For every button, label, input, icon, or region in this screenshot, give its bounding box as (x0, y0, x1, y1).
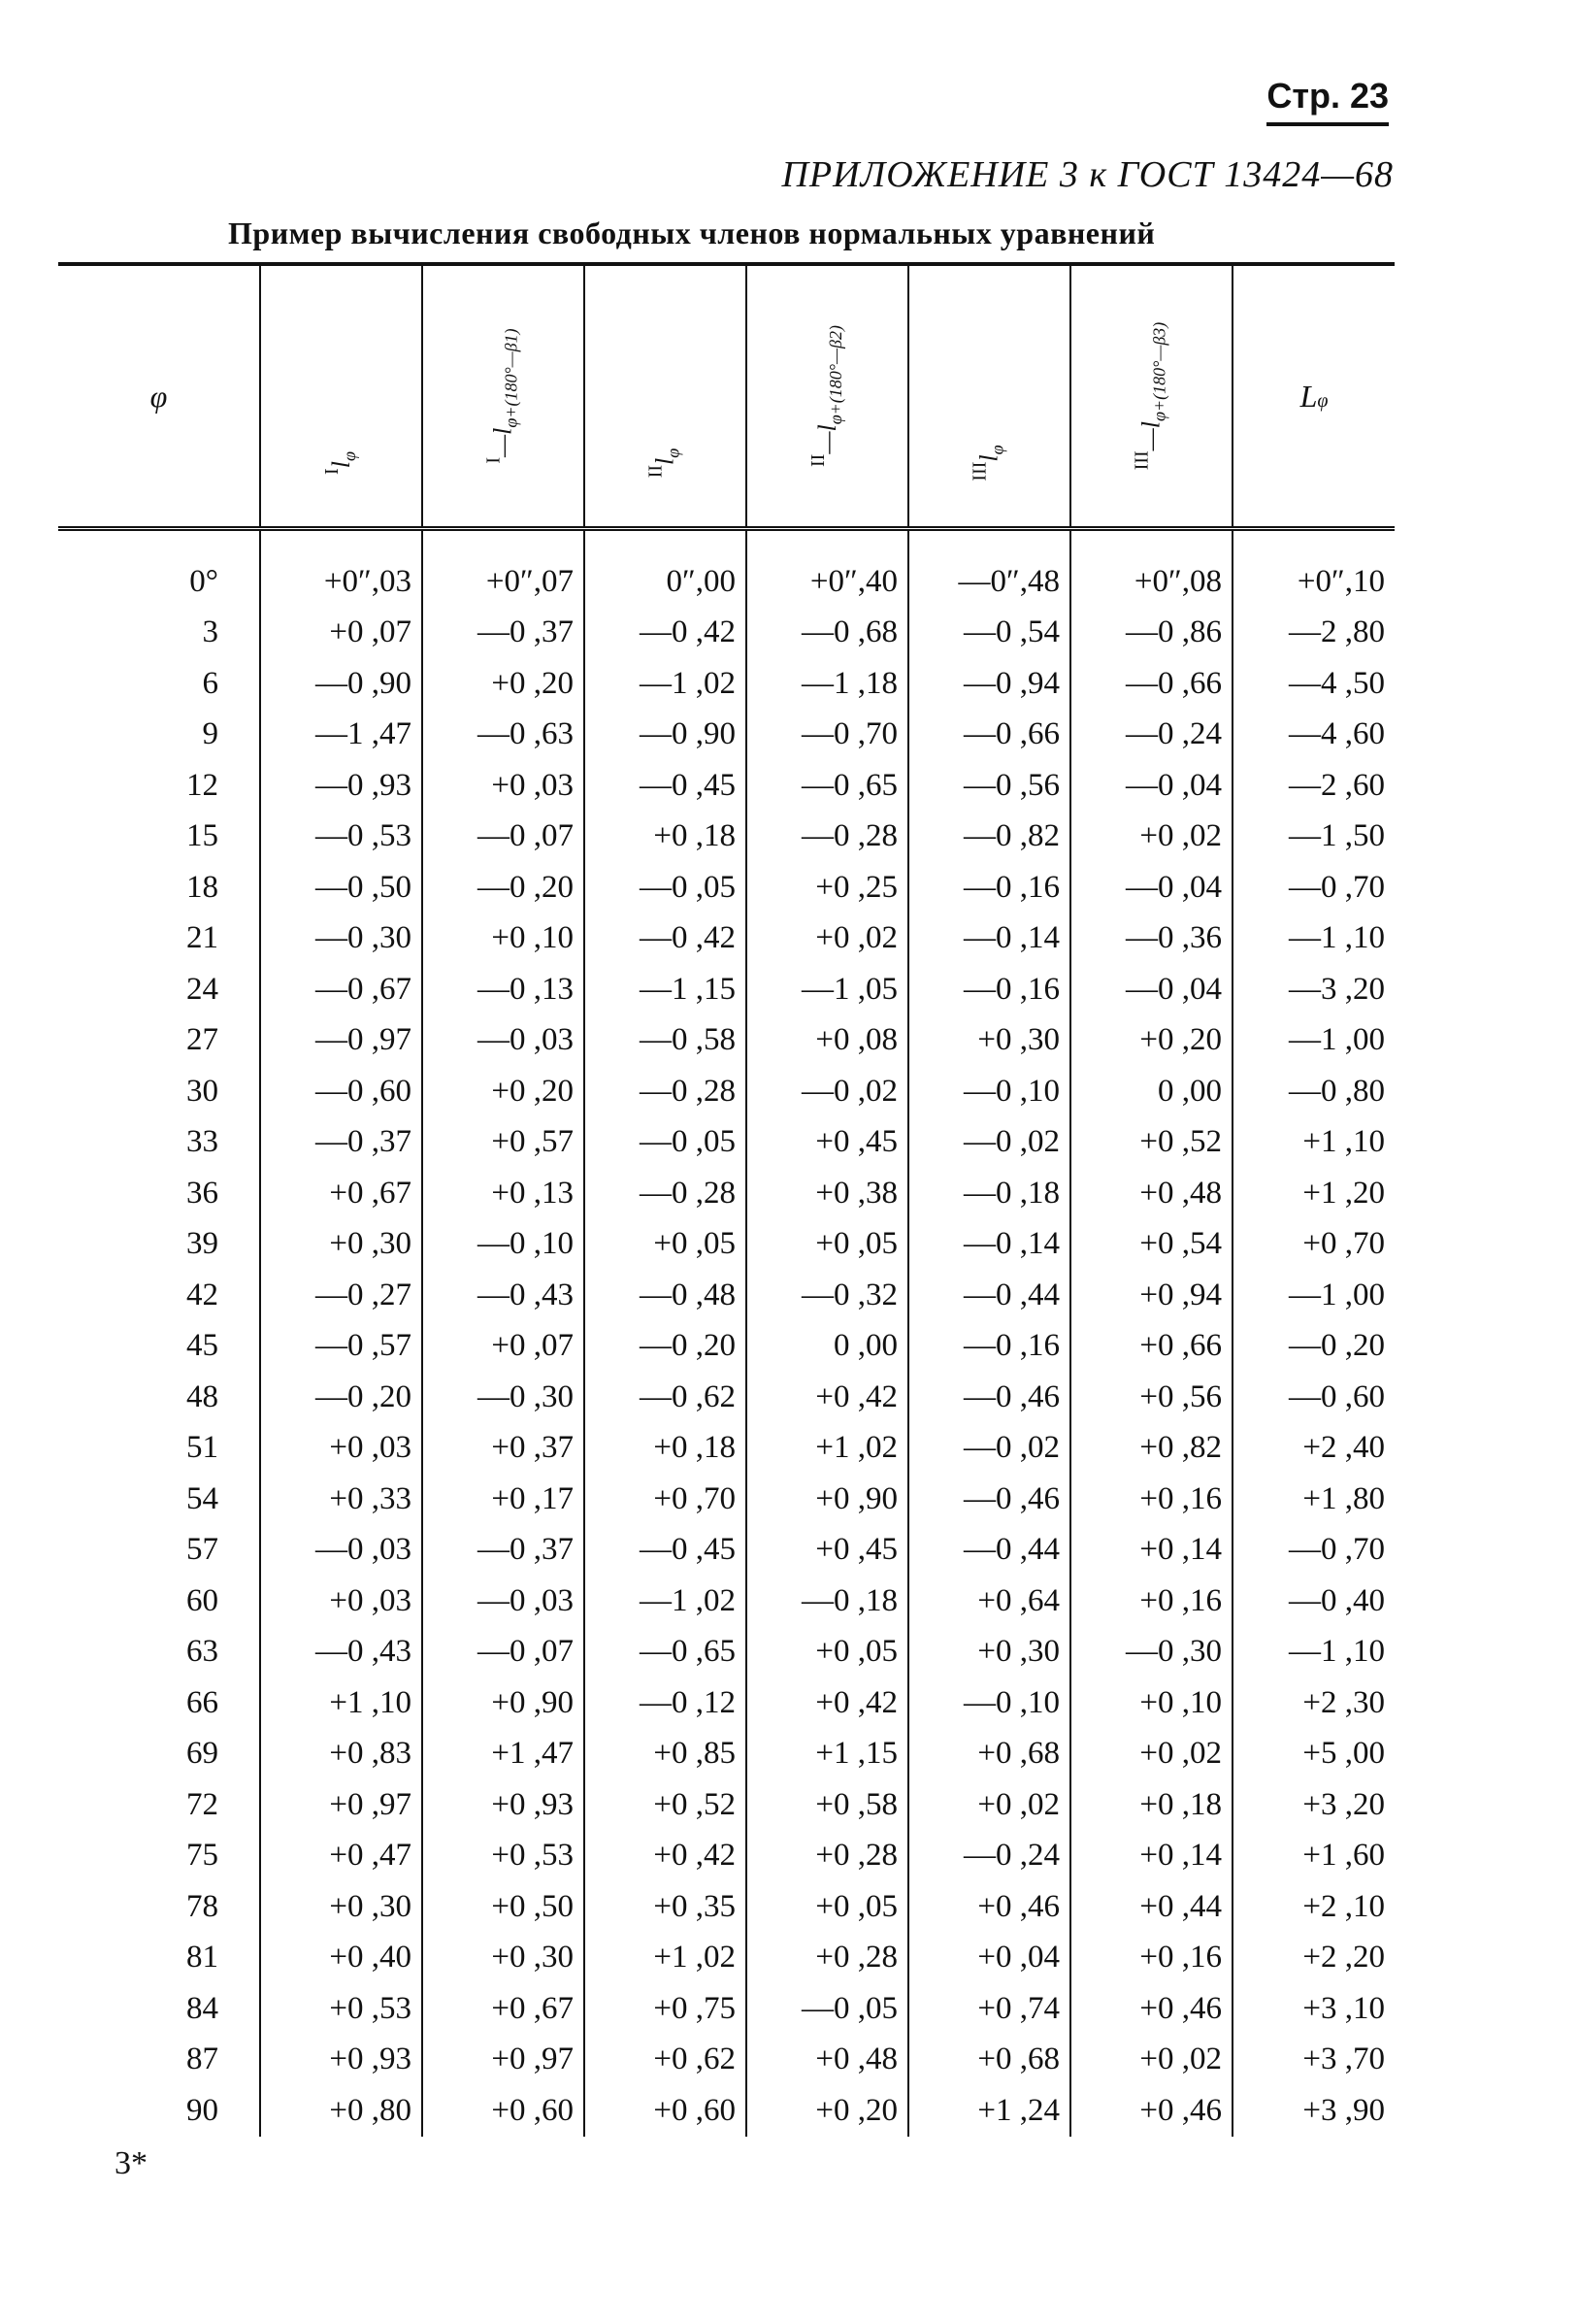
table-cell-value: —0 ,65 (584, 1627, 746, 1678)
table-cell-value: —0 ,60 (1233, 1372, 1395, 1423)
table-cell-value: +0 ,20 (1070, 1015, 1233, 1067)
table-cell-value: +0″,10 (1233, 529, 1395, 608)
table-cell-value: —0 ,02 (908, 1117, 1070, 1169)
table-row (58, 1372, 1395, 1423)
table-cell-value: +0 ,28 (746, 1933, 908, 1984)
table-cell-value: —0 ,10 (908, 1677, 1070, 1729)
table-row (58, 913, 1395, 965)
table-cell-phi: 63 (186, 1634, 218, 1670)
table-cell-value: +0 ,57 (422, 1117, 584, 1169)
table-row (58, 1983, 1395, 2035)
table-cell-value: +0 ,30 (422, 1933, 584, 1984)
table-cell-value: —0 ,04 (1070, 862, 1233, 913)
table-cell-value: +0 ,85 (584, 1729, 746, 1780)
table-cell-phi: 66 (186, 1684, 218, 1720)
table-cell-value: —0 ,02 (908, 1423, 1070, 1475)
table-cell-value: —0 ,04 (1070, 964, 1233, 1015)
table-row (58, 1219, 1395, 1271)
table-cell-value: +3 ,20 (1233, 1779, 1395, 1831)
table-cell-value: +3 ,90 (1233, 2085, 1395, 2137)
table-cell-value: +0 ,97 (422, 2035, 584, 2086)
table-cell-value: +0 ,53 (422, 1831, 584, 1882)
table-cell-value: —0 ,20 (1233, 1321, 1395, 1373)
table-cell-phi: 24 (186, 971, 218, 1007)
column-header-l2: $^{II}l_\varphi$ (584, 266, 746, 529)
table-cell-value: —0 ,93 (260, 760, 422, 812)
table-row (58, 710, 1395, 761)
table-cell-value: —0 ,67 (260, 964, 422, 1015)
table-cell-value: —0 ,66 (908, 710, 1070, 761)
table-cell-value: —1 ,18 (746, 658, 908, 710)
table-cell-value: —0 ,28 (584, 1168, 746, 1219)
table-cell-value: —0 ,28 (746, 812, 908, 863)
table-cell-value: —0 ,44 (908, 1525, 1070, 1577)
table-cell-phi: 87 (186, 2042, 218, 2077)
table-cell-value: +0 ,58 (746, 1779, 908, 1831)
table-cell-value: —1 ,02 (584, 658, 746, 710)
table-row (58, 1270, 1395, 1321)
table-cell-value: —0 ,42 (584, 608, 746, 659)
table-cell-value: —0 ,02 (746, 1066, 908, 1117)
table-cell-value: +0 ,18 (584, 1423, 746, 1475)
table-cell-value: +0 ,20 (422, 658, 584, 710)
table-cell-value: —0 ,24 (1070, 710, 1233, 761)
table-cell-value: +0 ,18 (1070, 1779, 1233, 1831)
table-row (58, 1831, 1395, 1882)
table-cell-value: —0 ,20 (584, 1321, 746, 1373)
table-cell-value: —0 ,18 (908, 1168, 1070, 1219)
column-header-l3-reverse: $^{III}—l_{\varphi+(180^\circ—\beta 3)}$ (1070, 266, 1233, 529)
table-cell-value: —2 ,60 (1233, 760, 1395, 812)
table-cell-value: —0 ,45 (584, 1525, 746, 1577)
table-row (58, 862, 1395, 913)
table-cell-value: +0 ,80 (260, 2085, 422, 2137)
table-cell-value: —4 ,50 (1233, 658, 1395, 710)
table-cell-value: —0 ,28 (584, 1066, 746, 1117)
table-cell-value: +2 ,30 (1233, 1677, 1395, 1729)
table-cell-value: —0 ,40 (1233, 1576, 1395, 1627)
table-row (58, 1321, 1395, 1373)
table-cell-value: —0 ,90 (260, 658, 422, 710)
table-cell-value: —0 ,37 (422, 608, 584, 659)
table-cell-value: —0 ,43 (260, 1627, 422, 1678)
table-row (58, 1576, 1395, 1627)
table-cell-value: +0 ,74 (908, 1983, 1070, 2035)
table-cell-value: +0 ,30 (260, 1881, 422, 1933)
table-cell-value: +0 ,10 (1070, 1677, 1233, 1729)
table-cell-phi: 33 (186, 1124, 218, 1160)
table-cell-value: +0 ,05 (746, 1881, 908, 1933)
table-cell-value: —0 ,32 (746, 1270, 908, 1321)
table-cell-value: +0″,40 (746, 529, 908, 608)
table-cell-value: +0 ,03 (422, 760, 584, 812)
table-cell-value: +0 ,64 (908, 1576, 1070, 1627)
table-cell-value: +0″,07 (422, 529, 584, 608)
table-cell-value: +0 ,67 (260, 1168, 422, 1219)
table-cell-phi: 75 (186, 1838, 218, 1874)
table-cell-value: +0 ,93 (260, 2035, 422, 2086)
table-body (58, 529, 1395, 2137)
table-cell-phi: 90 (186, 2092, 218, 2128)
table-cell-value: —1 ,00 (1233, 1270, 1395, 1321)
table-cell-phi: 30 (186, 1073, 218, 1109)
table-cell-value: —0 ,07 (422, 1627, 584, 1678)
column-header-l3: $^{III}l_\varphi$ (908, 266, 1070, 529)
table-cell-value: —0 ,05 (584, 1117, 746, 1169)
table-row (58, 1474, 1395, 1525)
table-cell-value: +0 ,30 (260, 1219, 422, 1271)
table-cell-phi: 27 (186, 1022, 218, 1058)
table-row (58, 1881, 1395, 1933)
table-cell-phi: 48 (186, 1378, 218, 1414)
table-cell-value: +0 ,02 (746, 913, 908, 965)
table-cell-value: +2 ,20 (1233, 1933, 1395, 1984)
table-row (58, 1066, 1395, 1117)
table-row (58, 1423, 1395, 1475)
table-cell-value: —0 ,46 (908, 1372, 1070, 1423)
table-cell-value: —0 ,05 (584, 862, 746, 913)
table-cell-phi: 78 (186, 1888, 218, 1924)
table-cell-value: +0 ,82 (1070, 1423, 1233, 1475)
table-row (58, 1933, 1395, 1984)
table-cell-value: —0 ,30 (260, 913, 422, 965)
signature-mark: 3* (115, 2145, 148, 2181)
table-cell-phi: 42 (186, 1277, 218, 1312)
table-cell-value: +0 ,46 (908, 1881, 1070, 1933)
table-cell-value: +3 ,70 (1233, 2035, 1395, 2086)
table-cell-value: 0″,00 (584, 529, 746, 608)
table-cell-value: +0 ,05 (746, 1627, 908, 1678)
table-cell-value: +0 ,90 (422, 1677, 584, 1729)
table-cell-value: +0 ,94 (1070, 1270, 1233, 1321)
table-cell-value: +0 ,48 (1070, 1168, 1233, 1219)
table-cell-value: —0 ,60 (260, 1066, 422, 1117)
table-cell-value: +0 ,42 (584, 1831, 746, 1882)
table-cell-value: +0 ,50 (422, 1881, 584, 1933)
table-cell-value: +0 ,70 (584, 1474, 746, 1525)
table-cell-value: +0 ,28 (746, 1831, 908, 1882)
roman-numeral: I (320, 468, 343, 475)
data-table-container (58, 262, 1395, 2137)
table-cell-value: +0 ,07 (422, 1321, 584, 1373)
table-cell-value: +0 ,13 (422, 1168, 584, 1219)
table-cell-value: +0 ,02 (1070, 1729, 1233, 1780)
table-cell-value: +1 ,02 (584, 1933, 746, 1984)
table-cell-value: —0 ,56 (908, 760, 1070, 812)
table-cell-value: +0 ,03 (260, 1423, 422, 1475)
table-cell-value: —0 ,45 (584, 760, 746, 812)
table-cell-value: —0 ,27 (260, 1270, 422, 1321)
data-table (58, 266, 1395, 2137)
table-cell-value: +1 ,47 (422, 1729, 584, 1780)
table-cell-value: —0 ,04 (1070, 760, 1233, 812)
table-cell-value: —0 ,70 (1233, 862, 1395, 913)
table-cell-value: +0 ,56 (1070, 1372, 1233, 1423)
table-cell-value: +0 ,14 (1070, 1831, 1233, 1882)
table-cell-value: +0 ,25 (746, 862, 908, 913)
table-cell-value: —0 ,13 (422, 964, 584, 1015)
table-cell-value: +0 ,02 (908, 1779, 1070, 1831)
table-row (58, 1677, 1395, 1729)
table-cell-value: —2 ,80 (1233, 608, 1395, 659)
table-cell-value: +0 ,16 (1070, 1474, 1233, 1525)
table-cell-value: +0 ,20 (746, 2085, 908, 2137)
table-cell-value: +0″,03 (260, 529, 422, 608)
table-cell-phi: 45 (186, 1328, 218, 1364)
table-cell-value: +0 ,90 (746, 1474, 908, 1525)
table-cell-value: —1 ,50 (1233, 812, 1395, 863)
table-cell-value: +0 ,07 (260, 608, 422, 659)
table-cell-value: —0 ,86 (1070, 608, 1233, 659)
table-cell-value: +0 ,45 (746, 1117, 908, 1169)
table-cell-value: 0 ,00 (1070, 1066, 1233, 1117)
table-cell-value: +0 ,48 (746, 2035, 908, 2086)
table-cell-value: —0 ,20 (260, 1372, 422, 1423)
table-cell-value: —0 ,63 (422, 710, 584, 761)
table-cell-value: +0 ,17 (422, 1474, 584, 1525)
table-row (58, 1015, 1395, 1067)
column-header-L: Lφ (1233, 266, 1395, 529)
table-row (58, 812, 1395, 863)
table-cell-value: +0 ,16 (1070, 1576, 1233, 1627)
table-cell-value: —0″,48 (908, 529, 1070, 608)
table-cell-phi: 51 (186, 1430, 218, 1466)
table-cell-value: —4 ,60 (1233, 710, 1395, 761)
table-cell-value: +1 ,10 (1233, 1117, 1395, 1169)
table-cell-value: +1 ,20 (1233, 1168, 1395, 1219)
table-cell-value: +0 ,75 (584, 1983, 746, 2035)
table-row (58, 658, 1395, 710)
table-cell-value: —0 ,37 (422, 1525, 584, 1577)
table-cell-value: —1 ,00 (1233, 1015, 1395, 1067)
table-cell-value: —0 ,43 (422, 1270, 584, 1321)
page-number: Стр. 23 (1266, 76, 1389, 116)
table-cell-phi: 81 (186, 1940, 218, 1975)
table-cell-value: +5 ,00 (1233, 1729, 1395, 1780)
table-cell-value: —0 ,07 (422, 812, 584, 863)
table-cell-value: —0 ,10 (908, 1066, 1070, 1117)
table-cell-value: —0 ,90 (584, 710, 746, 761)
table-cell-value: +0 ,46 (1070, 1983, 1233, 2035)
table-cell-value: +0 ,52 (1070, 1117, 1233, 1169)
table-cell-value: +0 ,33 (260, 1474, 422, 1525)
table-cell-value: —0 ,46 (908, 1474, 1070, 1525)
table-row (58, 1627, 1395, 1678)
table-cell-value: +0 ,10 (422, 913, 584, 965)
table-cell-value: +0 ,83 (260, 1729, 422, 1780)
table-cell-value: +0 ,37 (422, 1423, 584, 1475)
table-cell-value: +2 ,40 (1233, 1423, 1395, 1475)
table-cell-value: —3 ,20 (1233, 964, 1395, 1015)
table-cell-value: —0 ,48 (584, 1270, 746, 1321)
table-cell-value: —0 ,97 (260, 1015, 422, 1067)
table-cell-value: +0 ,05 (584, 1219, 746, 1271)
table-cell-value: +0 ,47 (260, 1831, 422, 1882)
column-header-l2-reverse: $^{II}—l_{\varphi+(180^\circ—\beta 2)}$ (746, 266, 908, 529)
table-cell-value: +0 ,70 (1233, 1219, 1395, 1271)
table-cell-value: —0 ,37 (260, 1117, 422, 1169)
table-cell-value: —0 ,03 (260, 1525, 422, 1577)
table-cell-value: —1 ,15 (584, 964, 746, 1015)
table-cell-value: +0 ,68 (908, 2035, 1070, 2086)
table-cell-value: +1 ,02 (746, 1423, 908, 1475)
table-row (58, 1168, 1395, 1219)
table-cell-value: —0 ,16 (908, 964, 1070, 1015)
table-cell-phi: 12 (186, 767, 218, 803)
table-cell-value: +0 ,53 (260, 1983, 422, 2035)
table-cell-value: +0 ,42 (746, 1677, 908, 1729)
table-cell-value: —0 ,12 (584, 1677, 746, 1729)
table-cell-phi: 60 (186, 1582, 218, 1618)
table-cell-value: —0 ,65 (746, 760, 908, 812)
table-cell-phi: 69 (186, 1736, 218, 1772)
table-cell-value: —0 ,94 (908, 658, 1070, 710)
table-cell-value: —1 ,02 (584, 1576, 746, 1627)
table-cell-value: —0 ,42 (584, 913, 746, 965)
table-cell-value: +0 ,67 (422, 1983, 584, 2035)
table-cell-phi: 3 (202, 614, 218, 650)
table-cell-value: —0 ,44 (908, 1270, 1070, 1321)
table-cell-value: +0 ,45 (746, 1525, 908, 1577)
table-cell-value: +0 ,03 (260, 1576, 422, 1627)
table-cell-value: —0 ,16 (908, 1321, 1070, 1373)
table-cell-value: +0 ,30 (908, 1627, 1070, 1678)
table-cell-value: —0 ,14 (908, 913, 1070, 965)
table-cell-value: +0 ,16 (1070, 1933, 1233, 1984)
table-cell-value: +0 ,97 (260, 1779, 422, 1831)
appendix-heading: ПРИЛОЖЕНИЕ 3 к ГОСТ 13424—68 (781, 154, 1394, 195)
table-title: Пример вычисления свободных членов нормальных уравнений (228, 216, 1156, 250)
table-row (58, 2035, 1395, 2086)
table-cell-value: +1 ,15 (746, 1729, 908, 1780)
table-cell-value: —0 ,82 (908, 812, 1070, 863)
table-row (58, 1117, 1395, 1169)
table-cell-value: +0 ,60 (584, 2085, 746, 2137)
table-cell-phi: 18 (186, 869, 218, 905)
table-cell-phi: 39 (186, 1226, 218, 1262)
table-cell-value: +3 ,10 (1233, 1983, 1395, 2035)
table-cell-value: +2 ,10 (1233, 1881, 1395, 1933)
table-cell-value: —0 ,66 (1070, 658, 1233, 710)
table-cell-value: +0 ,05 (746, 1219, 908, 1271)
table-cell-value: +0 ,08 (746, 1015, 908, 1067)
table-cell-value: +0 ,44 (1070, 1881, 1233, 1933)
table-cell-value: +0 ,42 (746, 1372, 908, 1423)
table-cell-phi: 6 (202, 665, 218, 701)
table-cell-value: —0 ,10 (422, 1219, 584, 1271)
table-cell-value: —0 ,53 (260, 812, 422, 863)
table-header-row (58, 266, 1395, 529)
table-cell-value: —0 ,54 (908, 608, 1070, 659)
table-cell-phi: 21 (186, 920, 218, 956)
table-cell-value: +0 ,52 (584, 1779, 746, 1831)
table-row (58, 1525, 1395, 1577)
table-cell-value: +0 ,14 (1070, 1525, 1233, 1577)
table-cell-value: +0 ,35 (584, 1881, 746, 1933)
table-cell-value: —0 ,30 (1070, 1627, 1233, 1678)
table-cell-value: +0″,08 (1070, 529, 1233, 608)
table-cell-value: —1 ,05 (746, 964, 908, 1015)
table-cell-value: +0 ,18 (584, 812, 746, 863)
table-cell-phi: 9 (202, 716, 218, 752)
table-cell-value: —0 ,70 (746, 710, 908, 761)
table-row (58, 1779, 1395, 1831)
table-cell-value: +0 ,62 (584, 2035, 746, 2086)
table-cell-value: —0 ,05 (746, 1983, 908, 2035)
table-cell-value: +1 ,60 (1233, 1831, 1395, 1882)
column-header-l1-reverse: $^I—l_{\varphi+(180^\circ—\beta 1)}$ (422, 266, 584, 529)
table-cell-value: +0 ,02 (1070, 2035, 1233, 2086)
table-cell-value: —0 ,03 (422, 1015, 584, 1067)
table-row (58, 1729, 1395, 1780)
table-cell-value: —0 ,80 (1233, 1066, 1395, 1117)
table-row (58, 964, 1395, 1015)
table-cell-value: +1 ,80 (1233, 1474, 1395, 1525)
table-cell-value: —0 ,16 (908, 862, 1070, 913)
column-header-l1: $^Il_\varphi$ (260, 266, 422, 529)
table-cell-value: +0 ,38 (746, 1168, 908, 1219)
table-cell-value: —1 ,47 (260, 710, 422, 761)
table-cell-value: +0 ,46 (1070, 2085, 1233, 2137)
table-cell-value: —0 ,03 (422, 1576, 584, 1627)
table-row (58, 2085, 1395, 2137)
table-cell-value: —0 ,36 (1070, 913, 1233, 965)
table-cell-value: —0 ,50 (260, 862, 422, 913)
table-cell-value: +1 ,24 (908, 2085, 1070, 2137)
table-cell-phi: 57 (186, 1532, 218, 1568)
table-cell-phi: 54 (186, 1480, 218, 1516)
table-cell-value: —0 ,14 (908, 1219, 1070, 1271)
table-cell-value: +1 ,10 (260, 1677, 422, 1729)
table-row (58, 760, 1395, 812)
table-cell-value: —0 ,70 (1233, 1525, 1395, 1577)
table-cell-value: +0 ,40 (260, 1933, 422, 1984)
table-cell-value: +0 ,30 (908, 1015, 1070, 1067)
table-cell-value: —0 ,58 (584, 1015, 746, 1067)
table-cell-value: —0 ,30 (422, 1372, 584, 1423)
table-row (58, 529, 1395, 608)
table-cell-value: +0 ,04 (908, 1933, 1070, 1984)
table-cell-value: +0 ,20 (422, 1066, 584, 1117)
table-cell-value: —0 ,57 (260, 1321, 422, 1373)
table-cell-phi: 72 (186, 1786, 218, 1822)
table-cell-value: +0 ,60 (422, 2085, 584, 2137)
table-cell-value: —0 ,20 (422, 862, 584, 913)
table-cell-phi: 84 (186, 1990, 218, 2026)
table-cell-value: +0 ,66 (1070, 1321, 1233, 1373)
table-cell-value: —1 ,10 (1233, 1627, 1395, 1678)
table-cell-phi: 0° (189, 563, 218, 599)
table-cell-value: —1 ,10 (1233, 913, 1395, 965)
table-row (58, 608, 1395, 659)
table-cell-value: —0 ,18 (746, 1576, 908, 1627)
table-cell-phi: 15 (186, 818, 218, 854)
table-cell-value: +0 ,68 (908, 1729, 1070, 1780)
table-cell-value: +0 ,02 (1070, 812, 1233, 863)
table-cell-value: 0 ,00 (746, 1321, 908, 1373)
table-cell-value: +0 ,54 (1070, 1219, 1233, 1271)
table-cell-value: —0 ,68 (746, 608, 908, 659)
table-cell-phi: 36 (186, 1175, 218, 1211)
table-cell-value: —0 ,24 (908, 1831, 1070, 1882)
table-cell-value: +0 ,93 (422, 1779, 584, 1831)
column-header-phi: φ (58, 266, 260, 529)
table-cell-value: —0 ,62 (584, 1372, 746, 1423)
